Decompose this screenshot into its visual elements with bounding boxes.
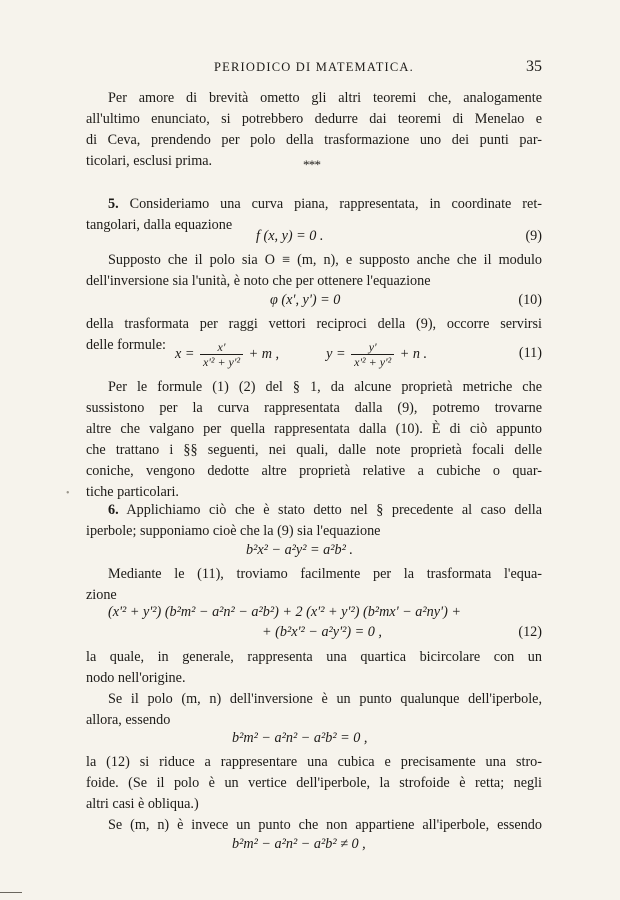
text-line: allora, essendo [86, 712, 171, 728]
margin-speck: • [66, 488, 70, 499]
fraction [351, 340, 394, 369]
text-line: sussistono per la curva rappresentata dalla (9), potremo trovarne [86, 400, 542, 416]
text-line: Se (m, n) è invece un punto che non appartiene all'iperbole, essendo [108, 817, 542, 833]
section-5-first-line [86, 194, 542, 215]
text-line: foide. (Se il polo è un vertice dell'iperbole, la strofoide è retta; negli [86, 775, 542, 791]
numerator: x' [200, 340, 243, 355]
text-line: Supposto che il polo sia O ≡ (m, n), e supposto anche che il modulo [108, 252, 542, 268]
equation-number: (11) [518, 345, 542, 361]
section-separator-asterism [286, 157, 336, 184]
text-line: la (12) si riduce a rappresentare una cubica e precisamente una stro- [86, 754, 542, 770]
eq-text: + n . [399, 346, 428, 362]
equation-number: (10) [518, 292, 542, 308]
text-span: Consideriamo una curva piana, rappresentata, in coordinate ret- [118, 196, 542, 212]
text-line: coniche, vengono dedotte altre proprietà relative a cubiche o quar- [86, 463, 542, 479]
eq-text: y = [326, 346, 346, 362]
section-6-first-line [86, 500, 542, 521]
equation-on-hyperbola: b²m² − a²n² − a²b² = 0 , [232, 730, 368, 746]
section-number: 5. [108, 196, 119, 212]
text-line: delle formule: [86, 337, 166, 353]
denominator: x'² + y'² [354, 355, 392, 370]
text-span: Applichiamo ciò che è stato detto nel § precedente al caso della [118, 502, 542, 518]
asterism: * * * [303, 157, 319, 172]
section-number: 6. [108, 502, 119, 518]
numerator: y' [351, 340, 394, 355]
page-edge-mark [0, 892, 22, 893]
text-line: Mediante le (11), troviamo facilmente per la trasformata l'equa- [108, 566, 542, 582]
text-line: altri casi è obliqua.) [86, 796, 199, 812]
text-line: ticolari, esclusi prima. [86, 153, 213, 169]
eq-text: + m , [248, 346, 280, 362]
equation-number: (9) [525, 228, 542, 244]
text-line: Per le formule (1) (2) del § 1, da alcune proprietà metriche che [108, 379, 542, 395]
equation-12-line2: + (b²x'² − a²y'²) = 0 , [262, 624, 382, 640]
text-line: la quale, in generale, rappresenta una quartica bicircolare con un [86, 649, 542, 665]
text-line: nodo nell'origine. [86, 670, 186, 686]
equation-off-hyperbola: b²m² − a²n² − a²b² ≠ 0 , [232, 836, 366, 852]
text-line: della trasformata per raggi vettori reciproci della (9), occorre servirsi [86, 316, 542, 332]
text-line: altre che valgano per quella rappresentata dalla (10). È di ciò appunto [86, 421, 542, 437]
text-line: tiche particolari. [86, 484, 179, 500]
fraction [200, 340, 243, 369]
equation-10: φ (x', y') = 0 [270, 292, 341, 308]
text-line: all'ultimo enunciato, si potrebbero dedurre dai teoremi di Menelao e [86, 111, 542, 127]
equation-11 [175, 337, 427, 371]
denominator: x'² + y'² [202, 355, 241, 370]
text-line: dell'inversione sia l'unità, è noto che per ottenere l'equazione [86, 273, 431, 289]
page-number: 35 [526, 58, 542, 75]
text-line: di Ceva, prendendo per polo della trasformazione uno dei punti par- [86, 132, 542, 148]
text-line: che trattano i §§ seguenti, nei quali, dalle note proprietà focali delle [86, 442, 542, 458]
text-line: zione [86, 587, 117, 603]
text-line: iperbole; supponiamo cioè che la (9) sia l'equazione [86, 523, 381, 539]
text-line: tangolari, dalla equazione [86, 217, 233, 233]
equation-12-line1: (x'² + y'²) (b²m² − a²n² − a²b²) + 2 (x'² + y'²) (b²mx' − a²ny') + [108, 604, 461, 620]
text-line: Per amore di brevità ometto gli altri teoremi che, analogamente [108, 90, 542, 106]
equation-hyperbola: b²x² − a²y² = a²b² . [246, 542, 353, 558]
journal-title: PERIODICO DI MATEMATICA. [214, 60, 414, 74]
text-line: Se il polo (m, n) dell'inversione è un punto qualunque dell'iperbole, [108, 691, 542, 707]
equation-number: (12) [518, 624, 542, 640]
eq-text: x = [175, 346, 195, 362]
equation-9: f (x, y) = 0 . [256, 228, 324, 244]
running-header [86, 60, 542, 82]
